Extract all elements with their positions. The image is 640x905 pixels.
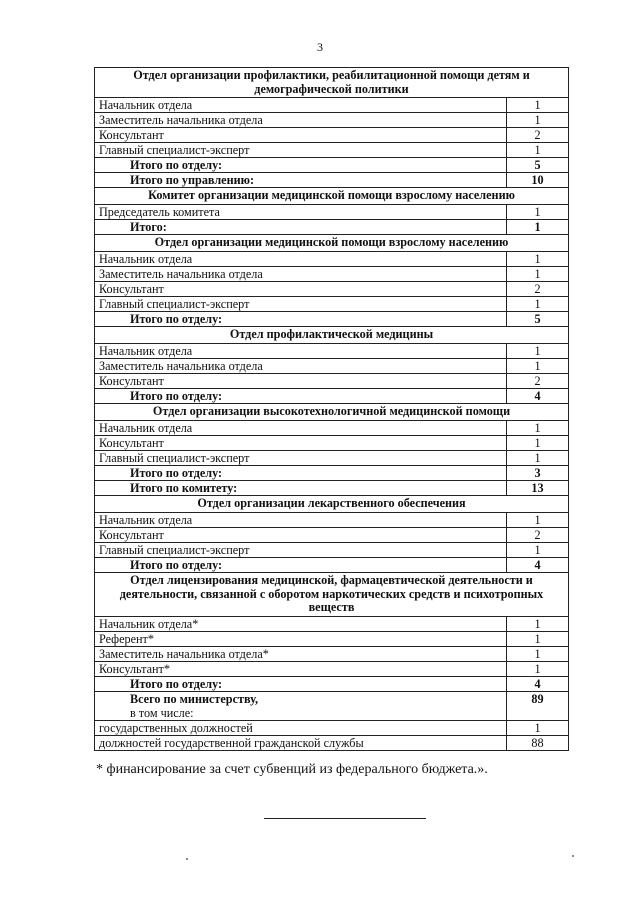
section-header-row [95, 573, 569, 617]
table-row [95, 359, 569, 374]
page-number: 3 [317, 40, 323, 54]
section-title: Отдел профилактической медицины [95, 327, 569, 344]
position-count: 2 [507, 374, 569, 389]
position-name: Референт* [95, 631, 507, 646]
grand-total-cell [95, 691, 507, 720]
position-count: 1 [507, 113, 569, 128]
total-label: Итого по управлению: [95, 173, 507, 188]
total-row [95, 676, 569, 691]
position-name: Главный специалист-эксперт [95, 451, 507, 466]
staff-table [94, 67, 569, 751]
table-row [95, 267, 569, 282]
position-count: 1 [507, 359, 569, 374]
total-label: Итого по отделу: [95, 558, 507, 573]
section-title: Комитет организации медицинской помощи взрослому населению [95, 188, 569, 205]
table-row [95, 113, 569, 128]
table-row [95, 282, 569, 297]
position-count: 1 [507, 252, 569, 267]
breakdown-row [95, 735, 569, 750]
position-count: 2 [507, 128, 569, 143]
position-count: 1 [507, 344, 569, 359]
position-name: Главный специалист-эксперт [95, 297, 507, 312]
position-name: Консультант [95, 436, 507, 451]
table-row [95, 513, 569, 528]
table-row [95, 451, 569, 466]
grand-total-label: Всего по министерству, [130, 691, 259, 706]
table-row [95, 297, 569, 312]
position-count: 2 [507, 282, 569, 297]
breakdown-row [95, 720, 569, 735]
section-header-row [95, 235, 569, 252]
total-count: 4 [507, 676, 569, 691]
table-row [95, 631, 569, 646]
total-count: 10 [507, 173, 569, 188]
total-label: Итого по отделу: [95, 158, 507, 173]
signature-line [264, 818, 426, 819]
position-count: 1 [507, 631, 569, 646]
position-count: 2 [507, 528, 569, 543]
breakdown-count: 88 [507, 735, 569, 750]
scan-speck [186, 858, 188, 860]
total-count: 4 [507, 389, 569, 404]
section-header-row [95, 404, 569, 421]
position-count: 1 [507, 513, 569, 528]
position-name: Заместитель начальника отдела [95, 359, 507, 374]
section-header-row [95, 327, 569, 344]
position-name: Начальник отдела [95, 344, 507, 359]
grand-total-row [95, 691, 569, 720]
total-label: Итого по комитету: [95, 481, 507, 496]
section-header-row [95, 188, 569, 205]
table-row [95, 646, 569, 661]
table-row [95, 205, 569, 220]
position-count: 1 [507, 436, 569, 451]
position-name: Главный специалист-эксперт [95, 143, 507, 158]
total-row [95, 481, 569, 496]
position-name: Начальник отдела [95, 421, 507, 436]
position-count: 1 [507, 543, 569, 558]
position-name: Заместитель начальника отдела [95, 267, 507, 282]
total-row [95, 389, 569, 404]
position-count: 1 [507, 451, 569, 466]
total-label: Итого по отделу: [95, 676, 507, 691]
table-row [95, 616, 569, 631]
footnote: * финансирование за счет субвенций из федерального бюджета.». [96, 762, 488, 777]
position-name: Начальник отдела [95, 513, 507, 528]
total-count: 13 [507, 481, 569, 496]
position-name: Главный специалист-эксперт [95, 543, 507, 558]
total-row [95, 220, 569, 235]
table-row [95, 128, 569, 143]
total-count: 3 [507, 466, 569, 481]
table-row [95, 374, 569, 389]
position-count: 1 [507, 421, 569, 436]
total-label: Итого по отделу: [95, 466, 507, 481]
total-count: 4 [507, 558, 569, 573]
total-row [95, 173, 569, 188]
total-label: Итого по отделу: [95, 312, 507, 327]
total-row [95, 312, 569, 327]
total-label: Итого: [95, 220, 507, 235]
table-row [95, 421, 569, 436]
total-row [95, 558, 569, 573]
position-count: 1 [507, 205, 569, 220]
grand-total-sublabel: в том числе: [130, 705, 194, 720]
position-name: Заместитель начальника отдела* [95, 646, 507, 661]
breakdown-name: должностей государственной гражданской службы [95, 735, 507, 750]
table-row [95, 143, 569, 158]
table-row [95, 98, 569, 113]
position-name: Консультант [95, 528, 507, 543]
position-name: Консультант* [95, 661, 507, 676]
table-row [95, 543, 569, 558]
total-count: 1 [507, 220, 569, 235]
table-row [95, 436, 569, 451]
total-label: Итого по отделу: [95, 389, 507, 404]
table-row [95, 344, 569, 359]
breakdown-count: 1 [507, 720, 569, 735]
section-header-row [95, 68, 569, 98]
section-header-row [95, 496, 569, 513]
position-name: Председатель комитета [95, 205, 507, 220]
position-name: Начальник отдела [95, 98, 507, 113]
total-row [95, 158, 569, 173]
section-title: Отдел организации профилактики, реабилитационной помощи детям и демографической политики [95, 68, 569, 98]
staff-table-body [95, 68, 569, 751]
total-count: 5 [507, 312, 569, 327]
total-row [95, 466, 569, 481]
table-row [95, 252, 569, 267]
position-count: 1 [507, 646, 569, 661]
position-count: 1 [507, 616, 569, 631]
breakdown-name: государственных должностей [95, 720, 507, 735]
position-count: 1 [507, 143, 569, 158]
position-name: Начальник отдела [95, 252, 507, 267]
table-row [95, 528, 569, 543]
position-name: Консультант [95, 282, 507, 297]
position-count: 1 [507, 98, 569, 113]
position-name: Заместитель начальника отдела [95, 113, 507, 128]
position-name: Консультант [95, 128, 507, 143]
position-name: Начальник отдела* [95, 616, 507, 631]
grand-total-count: 89 [507, 691, 569, 720]
section-title: Отдел лицензирования медицинской, фармацевтической деятельности и деятельности, связанной с оборотом наркотических средств и психотропных веществ [95, 573, 569, 617]
scan-speck [572, 855, 574, 857]
position-name: Консультант [95, 374, 507, 389]
section-title: Отдел организации высокотехнологичной медицинской помощи [95, 404, 569, 421]
position-count: 1 [507, 297, 569, 312]
table-row [95, 661, 569, 676]
total-count: 5 [507, 158, 569, 173]
section-title: Отдел организации медицинской помощи взрослому населению [95, 235, 569, 252]
position-count: 1 [507, 267, 569, 282]
position-count: 1 [507, 661, 569, 676]
section-title: Отдел организации лекарственного обеспечения [95, 496, 569, 513]
